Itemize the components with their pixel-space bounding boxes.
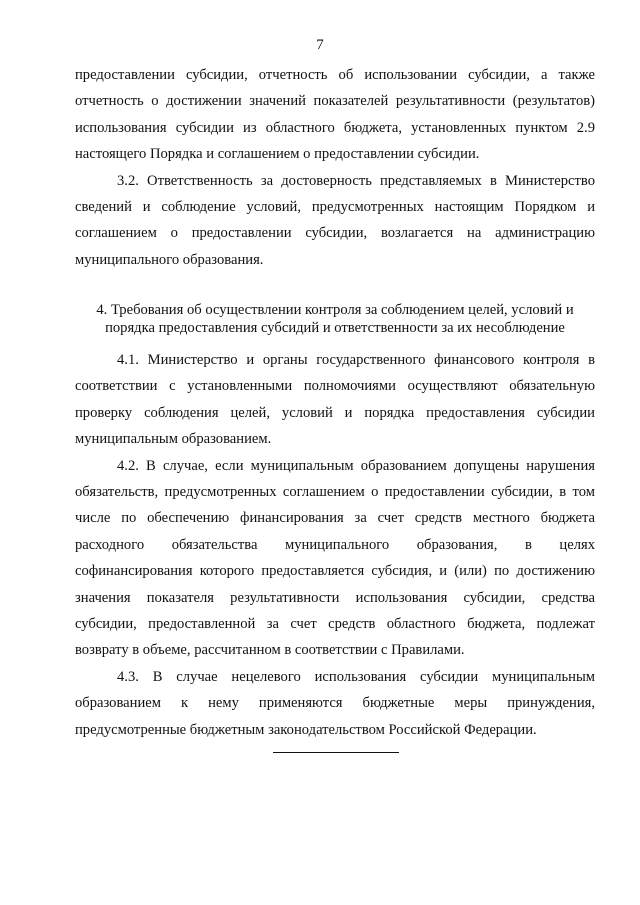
page-number: 7 [316,37,324,53]
end-separator-line [273,752,399,753]
paragraph-4-2: 4.2. В случае, если муниципальным образованием допущены нарушения обязательств, предусмотренных соглашением о предоставлении субсидии, в том числе по обеспечению финансирования за счет средств местного бюджета расходного обязательства муниципального образования, в целях софинансирования которого предоставляется субсидия, и (или) по достижению значения показателя результативности использования субсидии, средства субсидии, предоставленной за счет средств областного бюджета, подлежат возврату в объеме, рассчитанном в соответствии с Правилами. [75,457,595,659]
text-block-bottom [75,347,595,743]
section-heading [75,301,595,337]
paragraph-4-3: 4.3. В случае нецелевого использования субсидии муниципальным образованием к нему применяются бюджетные меры принуждения, предусмотренные бюджетным законодательством Российской Федерации. [75,668,595,738]
section-heading-line-1: 4. Требования об осуществлении контроля за соблюдением целей, условий и [96,302,574,318]
text-block-top [75,62,595,273]
section-heading-line-2: порядка предоставления субсидий и ответственности за их несоблюдение [105,320,565,336]
paragraph-3-2: 3.2. Ответственность за достоверность представляемых в Министерство сведений и соблюдение условий, предусмотренных настоящим Порядком и соглашением о предоставлении субсидии, возлагается на администрацию муниципального образования. [75,172,595,268]
paragraph-4-1: 4.1. Министерство и органы государственного финансового контроля в соответствии с установленными полномочиями осуществляют обязательную проверку соблюдения целей, условий и порядка предоставления субсидии муниципальным образованием. [75,352,595,448]
paragraph-continuation: предоставлении субсидии, отчетность об использовании субсидии, а также отчетность о достижении значений показателей результативности (результатов) использования субсидии из областного бюджета, установленных пунктом 2.9 настоящего Порядка и соглашением о предоставлении субсидии. [75,67,595,163]
